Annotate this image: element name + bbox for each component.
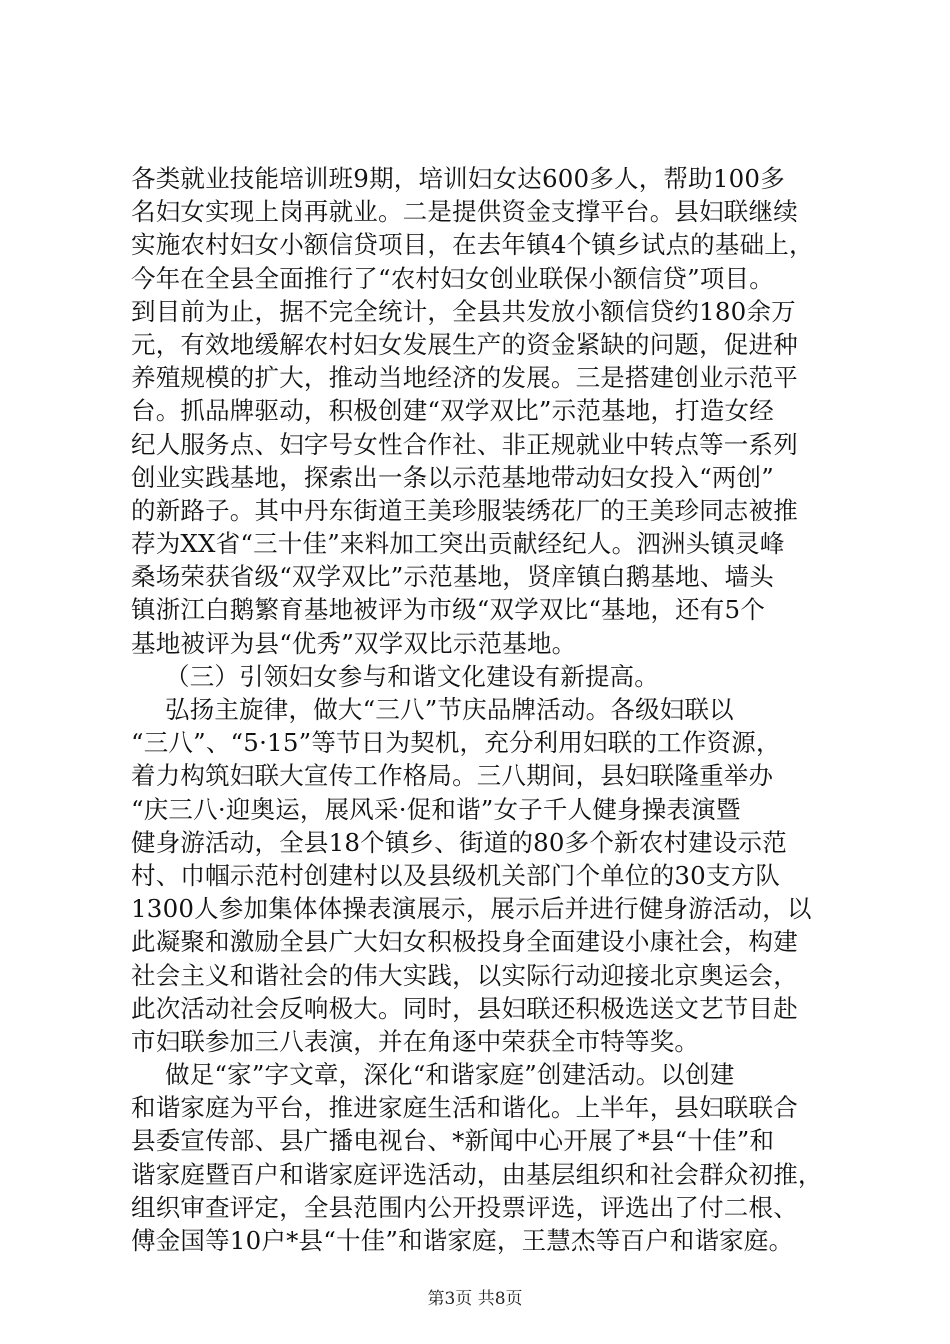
- text-line: 1300人参加集体体操表演展示，展示后并进行健身游活动，以: [131, 894, 812, 924]
- text-line: 今年在全县全面推行了“农村妇女创业联保小额信贷”项目。: [131, 263, 774, 293]
- section-heading: （三）引领妇女参与和谐文化建设有新提高。: [165, 661, 659, 691]
- text-line: 实施农村妇女小额信贷项目，在去年镇4个镇乡试点的基础上，: [131, 230, 814, 260]
- text-line: 着力构筑妇联大宣传工作格局。三八期间，县妇联隆重举办: [131, 761, 774, 791]
- text-line: 台。抓品牌驱动，积极创建“双学双比”示范基地，打造女经: [131, 396, 774, 426]
- paragraph-start: 做足“家”字文章，深化“和谐家庭”创建活动。以创建: [165, 1060, 735, 1090]
- text-line: 荐为XX省“三十佳”来料加工突出贡献经纪人。泗洲头镇灵峰: [131, 529, 785, 559]
- text-line: 此次活动社会反响极大。同时，县妇联还积极选送文艺节目赴: [131, 993, 798, 1023]
- text-line: 市妇联参加三八表演，并在角逐中荣获全市特等奖。: [131, 1026, 700, 1056]
- paragraph-start: 弘扬主旋律，做大“三八”节庆品牌活动。各级妇联以: [165, 695, 734, 724]
- text-line: 村、巾帼示范村创建村以及县级机关部门个单位的30支方队: [131, 860, 781, 890]
- text-line: 桑场荣获省级“双学双比”示范基地，贤庠镇白鹅基地、墙头: [131, 562, 774, 592]
- text-line: 社会主义和谐社会的伟大实践，以实际行动迎接北京奥运会，: [131, 960, 798, 990]
- text-line: 各类就业技能培训班9期，培训妇女达600多人，帮助100多: [131, 164, 785, 193]
- text-line: 健身游活动，全县18个镇乡、街道的80多个新农村建设示范: [131, 827, 787, 857]
- page-number-footer: 第3页 共8页: [427, 1289, 523, 1309]
- text-line: 傅金国等10户*县“十佳”和谐家庭，王慧杰等百户和谐家庭。: [131, 1226, 794, 1255]
- text-line: 此凝聚和激励全县广大妇女积极投身全面建设小康社会，构建: [131, 927, 798, 957]
- text-line: 组织审查评定，全县范围内公开投票评选，评选出了付二根、: [131, 1192, 798, 1222]
- text-line: 纪人服务点、妇字号女性合作社、非正规就业中转点等一系列: [131, 429, 798, 459]
- text-line: 的新路子。其中丹东街道王美珍服装绣花厂的王美珍同志被推: [131, 495, 798, 525]
- text-line: 到目前为止，据不完全统计，全县共发放小额信贷约180余万: [131, 296, 796, 326]
- text-line: “庆三八·迎奥运，展风采·促和谐”女子千人健身操表演暨: [131, 794, 741, 824]
- text-line: 县委宣传部、县广播电视台、*新闻中心开展了*县“十佳”和: [131, 1126, 775, 1156]
- text-line: 养殖规模的扩大，推动当地经济的发展。三是搭建创业示范平: [131, 363, 798, 393]
- text-line: 和谐家庭为平台，推进家庭生活和谐化。上半年，县妇联联合: [131, 1093, 798, 1123]
- text-line: 基地被评为县“优秀”双学双比示范基地。: [131, 628, 577, 658]
- text-line: “三八”、“5·15”等节日为契机，充分利用妇联的工作资源，: [131, 728, 781, 758]
- text-line: 名妇女实现上岗再就业。二是提供资金支撑平台。县妇联继续: [131, 197, 798, 227]
- text-line: 元，有效地缓解农村妇女发展生产的资金紧缺的问题，促进种: [131, 329, 798, 359]
- text-line: 镇浙江白鹅繁育基地被评为市级“双学双比“基地，还有5个: [131, 595, 766, 625]
- document-body: [131, 162, 851, 1257]
- text-line: 创业实践基地，探索出一条以示范基地带动妇女投入“两创”: [131, 462, 774, 492]
- text-line: 谐家庭暨百户和谐家庭评选活动，由基层组织和社会群众初推，: [131, 1159, 823, 1189]
